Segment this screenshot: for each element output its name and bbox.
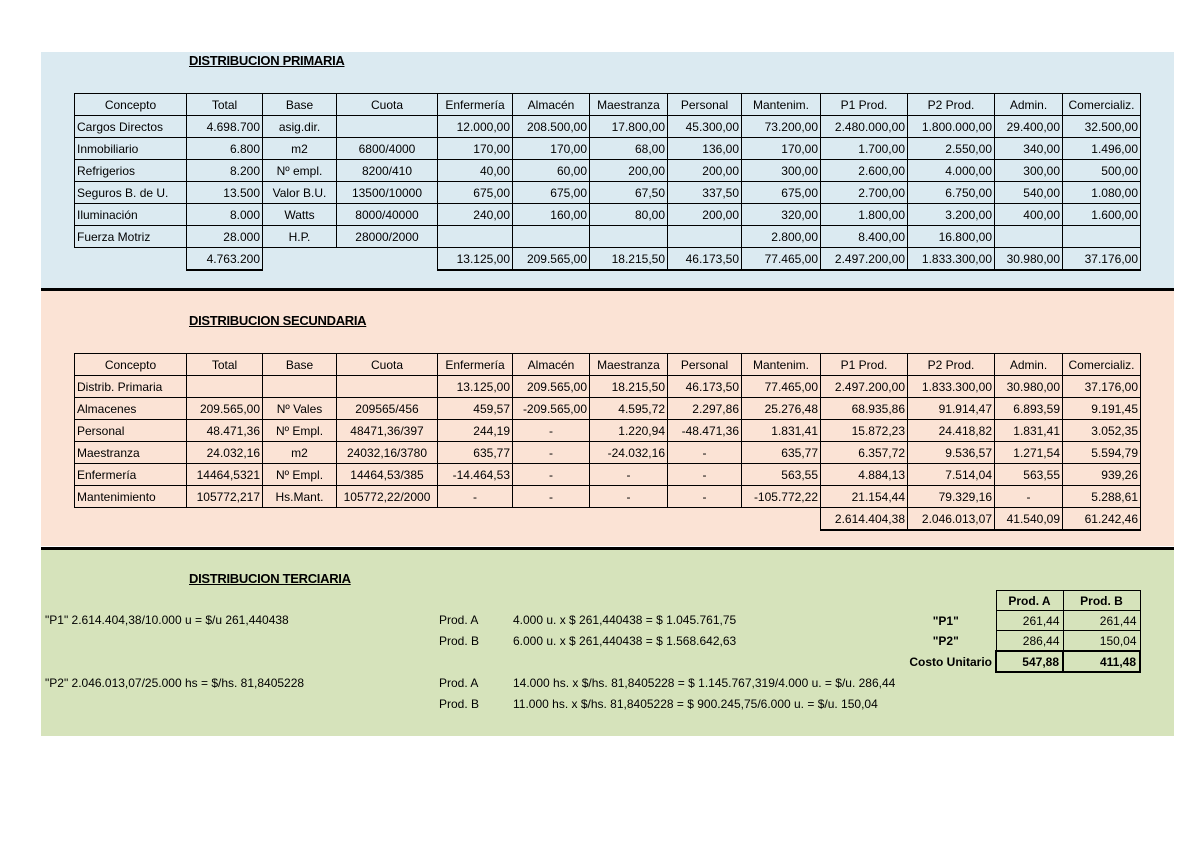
cell-comercializacion: 37.176,00 [1063,376,1141,398]
cell-total [187,376,263,398]
cell-p1-prod: 2.480.000,00 [821,116,908,138]
secondary-title: DISTRIBUCION SECUNDARIA [189,313,367,328]
total-admin: 30.980,00 [995,248,1063,271]
cell-mantenimiento: 300,00 [742,160,821,182]
cell-p1-prod: 15.872,23 [821,420,908,442]
cell-cuota [337,116,438,138]
total-maestranza: 18.215,50 [590,248,668,271]
p1-unit-cost-formula: "P1" 2.614.404,38/10.000 u = $/u 261,440438 [45,613,289,627]
cell-total: 8.000 [187,204,263,226]
cell-personal: 200,00 [668,204,742,226]
cell-p1-prod: 1.700,00 [821,138,908,160]
cell-almacen: 208.500,00 [513,116,590,138]
total-p2-prod: 2.046.013,07 [908,508,995,531]
summary-cell: 261,44 [996,611,1063,631]
column-header-p2-prod: P2 Prod. [908,94,995,116]
summary-header: Prod. B [1063,591,1140,611]
cell-almacen: -209.565,00 [513,398,590,420]
cell-mantenimiento: 320,00 [742,204,821,226]
cell-total: 28.000 [187,226,263,248]
cell-cuota: 13500/10000 [337,182,438,204]
column-header-concepto: Concepto [75,94,187,116]
cell-almacen: 209.565,00 [513,376,590,398]
cell-admin: 340,00 [995,138,1063,160]
column-header-mantenimiento: Mantenim. [742,354,821,376]
cell-enfermeria: 635,77 [438,442,513,464]
column-header-personal: Personal [668,94,742,116]
cell-maestranza: 18.215,50 [590,376,668,398]
cell-maestranza: - [590,486,668,508]
cell-p2-prod: 16.800,00 [908,226,995,248]
cell-maestranza: 68,00 [590,138,668,160]
p2-unit-cost-formula: "P2" 2.046.013,07/25.000 hs = $/hs. 81,8405228 [45,676,305,690]
cell-concepto: Refrigerios [75,160,187,182]
cell-personal: 200,00 [668,160,742,182]
summary-cell: 150,04 [1063,631,1140,652]
total-maestranza [590,508,668,531]
cell-p2-prod: 4.000,00 [908,160,995,182]
cell-comercializacion: 939,26 [1063,464,1141,486]
cell-p2-prod: 2.550,00 [908,138,995,160]
cell-base [263,376,337,398]
cell-enfermeria: 459,57 [438,398,513,420]
cell-almacen: 160,00 [513,204,590,226]
cell-enfermeria: 170,00 [438,138,513,160]
cell-comercializacion: 32.500,00 [1063,116,1141,138]
table-row [75,160,1141,182]
cell-admin: - [995,486,1063,508]
cell-concepto: Cargos Directos [75,116,187,138]
total-p1-prod: 2.614.404,38 [821,508,908,531]
cell-cuota: 8200/410 [337,160,438,182]
column-header-admin: Admin. [995,354,1063,376]
cell-p2-prod: 79.329,16 [908,486,995,508]
cell-concepto: Distrib. Primaria [75,376,187,398]
summary-total-label: Costo Unitario [909,654,992,669]
table-totals-row [75,508,1141,531]
column-header-p1-prod: P1 Prod. [821,354,908,376]
total-enfermeria: 13.125,00 [438,248,513,271]
column-header-total: Total [187,94,263,116]
summary-row-label: "P1" [932,613,959,628]
cell-concepto: Personal [75,420,187,442]
total-cuota [337,508,438,531]
cell-total: 8.200 [187,160,263,182]
column-header-admin: Admin. [995,94,1063,116]
table-row [75,464,1141,486]
total-personal [668,508,742,531]
primary-distribution-table [74,93,1141,271]
cell-maestranza: 200,00 [590,160,668,182]
column-header-maestranza: Maestranza [590,354,668,376]
cell-maestranza: 80,00 [590,204,668,226]
cell-p2-prod: 91.914,47 [908,398,995,420]
cell-enfermeria: - [438,486,513,508]
cell-personal: - [668,486,742,508]
column-header-p2-prod: P2 Prod. [908,354,995,376]
cell-mantenimiento: -105.772,22 [742,486,821,508]
total-total: 4.763.200 [187,248,263,271]
table-row [75,486,1141,508]
cell-maestranza: -24.032,16 [590,442,668,464]
cell-comercializacion: 5.594,79 [1063,442,1141,464]
cell-concepto: Seguros B. de U. [75,182,187,204]
cell-p1-prod: 2.700,00 [821,182,908,204]
cell-cuota: 8000/40000 [337,204,438,226]
cell-personal: 337,50 [668,182,742,204]
column-header-concepto: Concepto [75,354,187,376]
cell-admin: 1.831,41 [995,420,1063,442]
cell-maestranza: 4.595,72 [590,398,668,420]
cell-personal: -48.471,36 [668,420,742,442]
cell-maestranza [590,226,668,248]
cell-base: m2 [263,442,337,464]
summary-header: Prod. A [996,591,1063,611]
total-personal: 46.173,50 [668,248,742,271]
cell-almacen: 60,00 [513,160,590,182]
column-header-maestranza: Maestranza [590,94,668,116]
table-header-row [75,94,1141,116]
column-header-almacen: Almacén [513,354,590,376]
column-header-almacen: Almacén [513,94,590,116]
cell-comercializacion: 3.052,35 [1063,420,1141,442]
cell-total: 209.565,00 [187,398,263,420]
cell-cuota: 28000/2000 [337,226,438,248]
summary-row-label: "P2" [932,633,959,648]
cell-almacen: 675,00 [513,182,590,204]
cell-admin: 300,00 [995,160,1063,182]
table-row [75,204,1141,226]
cell-p2-prod: 9.536,57 [908,442,995,464]
total-concepto [75,248,187,271]
column-header-p1-prod: P1 Prod. [821,94,908,116]
table-row [75,376,1141,398]
line-label: Prod. A [439,676,479,690]
cell-total: 6.800 [187,138,263,160]
column-header-enfermeria: Enfermería [438,94,513,116]
table-totals-row [75,248,1141,271]
cell-concepto: Fuerza Motriz [75,226,187,248]
cell-concepto: Inmobiliario [75,138,187,160]
cell-base: asig.dir. [263,116,337,138]
cell-cuota: 6800/4000 [337,138,438,160]
cell-personal: - [668,464,742,486]
cell-almacen: - [513,442,590,464]
cell-p2-prod: 6.750,00 [908,182,995,204]
cell-mantenimiento: 1.831,41 [742,420,821,442]
table-row [75,116,1141,138]
cell-comercializacion: 5.288,61 [1063,486,1141,508]
cell-p2-prod: 7.514,04 [908,464,995,486]
cell-mantenimiento: 563,55 [742,464,821,486]
summary-total-cell: 547,88 [996,651,1063,672]
table-header-row [75,354,1141,376]
total-mantenimiento [742,508,821,531]
cell-enfermeria: 675,00 [438,182,513,204]
column-header-personal: Personal [668,354,742,376]
column-header-cuota: Cuota [337,354,438,376]
total-comercializacion: 37.176,00 [1063,248,1141,271]
line-calculation: 11.000 hs. x $/hs. 81,8405228 = $ 900.245,75/6.000 u. = $/u. 150,04 [513,697,878,711]
cell-personal [668,226,742,248]
secondary-distribution-table [74,353,1141,531]
cell-concepto: Almacenes [75,398,187,420]
cell-base: H.P. [263,226,337,248]
cell-maestranza: 17.800,00 [590,116,668,138]
cell-mantenimiento: 77.465,00 [742,376,821,398]
tertiary-title: DISTRIBUCION TERCIARIA [189,571,351,586]
total-enfermeria [438,508,513,531]
total-almacen: 209.565,00 [513,248,590,271]
cell-cuota: 209565/456 [337,398,438,420]
cell-almacen: - [513,464,590,486]
cell-cuota [337,376,438,398]
total-base [263,508,337,531]
column-header-comercializacion: Comercializ. [1063,94,1141,116]
column-header-total: Total [187,354,263,376]
total-p1-prod: 2.497.200,00 [821,248,908,271]
cell-enfermeria: 13.125,00 [438,376,513,398]
cell-p1-prod: 2.497.200,00 [821,376,908,398]
total-total [187,508,263,531]
cell-personal: - [668,442,742,464]
cell-concepto: Iluminación [75,204,187,226]
total-cuota [337,248,438,271]
cell-comercializacion: 1.496,00 [1063,138,1141,160]
cell-mantenimiento: 73.200,00 [742,116,821,138]
cell-enfermeria: 240,00 [438,204,513,226]
cell-p1-prod: 1.800,00 [821,204,908,226]
cell-base: Nº empl. [263,160,337,182]
total-concepto [75,508,187,531]
cell-admin: 563,55 [995,464,1063,486]
cell-admin: 6.893,59 [995,398,1063,420]
cell-mantenimiento: 2.800,00 [742,226,821,248]
primary-title: DISTRIBUCION PRIMARIA [189,53,345,68]
table-row [75,182,1141,204]
cell-maestranza: 67,50 [590,182,668,204]
cell-admin: 400,00 [995,204,1063,226]
cell-admin: 30.980,00 [995,376,1063,398]
cell-almacen: 170,00 [513,138,590,160]
cell-enfermeria: 40,00 [438,160,513,182]
cell-base: Hs.Mant. [263,486,337,508]
cell-mantenimiento: 635,77 [742,442,821,464]
cell-admin [995,226,1063,248]
cell-p2-prod: 24.418,82 [908,420,995,442]
cell-personal: 2.297,86 [668,398,742,420]
cell-total: 14464,5321 [187,464,263,486]
cell-comercializacion: 1.080,00 [1063,182,1141,204]
cell-p1-prod: 2.600,00 [821,160,908,182]
cell-p1-prod: 21.154,44 [821,486,908,508]
unit-cost-summary-table [896,590,1141,673]
cell-total: 105772,217 [187,486,263,508]
cell-base: Nº Empl. [263,420,337,442]
cell-almacen: - [513,486,590,508]
cell-mantenimiento: 25.276,48 [742,398,821,420]
cell-admin: 29.400,00 [995,116,1063,138]
line-label: Prod. A [439,613,479,627]
table-row [75,226,1141,248]
total-base [263,248,337,271]
cell-p2-prod: 1.800.000,00 [908,116,995,138]
cell-concepto: Maestranza [75,442,187,464]
cell-cuota: 14464,53/385 [337,464,438,486]
table-row [75,442,1141,464]
total-admin: 41.540,09 [995,508,1063,531]
cell-enfermeria: 244,19 [438,420,513,442]
cell-p2-prod: 1.833.300,00 [908,376,995,398]
cell-comercializacion: 9.191,45 [1063,398,1141,420]
summary-cell: 261,44 [1063,611,1140,631]
cell-base: Watts [263,204,337,226]
cell-almacen: - [513,420,590,442]
cell-cuota: 48471,36/397 [337,420,438,442]
cell-base: Valor B.U. [263,182,337,204]
cell-comercializacion: 1.600,00 [1063,204,1141,226]
cell-personal: 46.173,50 [668,376,742,398]
cell-maestranza: - [590,464,668,486]
cell-cuota: 24032,16/3780 [337,442,438,464]
cell-p1-prod: 6.357,72 [821,442,908,464]
cell-almacen [513,226,590,248]
cell-concepto: Mantenimiento [75,486,187,508]
total-p2-prod: 1.833.300,00 [908,248,995,271]
cell-total: 24.032,16 [187,442,263,464]
cell-comercializacion [1063,226,1141,248]
cell-concepto: Enfermería [75,464,187,486]
line-calculation: 14.000 hs. x $/hs. 81,8405228 = $ 1.145.767,319/4.000 u. = $/u. 286,44 [513,676,896,690]
column-header-base: Base [263,354,337,376]
cell-total: 4.698.700 [187,116,263,138]
line-calculation: 6.000 u. x $ 261,440438 = $ 1.568.642,63 [513,634,737,648]
total-mantenimiento: 77.465,00 [742,248,821,271]
cell-admin: 540,00 [995,182,1063,204]
cell-base: m2 [263,138,337,160]
summary-cell: 286,44 [996,631,1063,652]
column-header-base: Base [263,94,337,116]
column-header-enfermeria: Enfermería [438,354,513,376]
cell-base: Nº Vales [263,398,337,420]
line-label: Prod. B [439,697,480,711]
cell-enfermeria: 12.000,00 [438,116,513,138]
cell-enfermeria [438,226,513,248]
cell-base: Nº Empl. [263,464,337,486]
cell-personal: 45.300,00 [668,116,742,138]
total-comercializacion: 61.242,46 [1063,508,1141,531]
total-almacen [513,508,590,531]
cell-p1-prod: 8.400,00 [821,226,908,248]
cell-cuota: 105772,22/2000 [337,486,438,508]
cell-p1-prod: 68.935,86 [821,398,908,420]
table-row [75,398,1141,420]
line-calculation: 4.000 u. x $ 261,440438 = $ 1.045.761,75 [513,613,737,627]
cell-mantenimiento: 170,00 [742,138,821,160]
cell-personal: 136,00 [668,138,742,160]
table-row [75,420,1141,442]
column-header-cuota: Cuota [337,94,438,116]
cell-comercializacion: 500,00 [1063,160,1141,182]
cell-enfermeria: -14.464,53 [438,464,513,486]
cell-total: 13.500 [187,182,263,204]
column-header-comercializacion: Comercializ. [1063,354,1141,376]
cell-maestranza: 1.220,94 [590,420,668,442]
line-label: Prod. B [439,634,480,648]
column-header-mantenimiento: Mantenim. [742,94,821,116]
table-row [75,138,1141,160]
cell-mantenimiento: 675,00 [742,182,821,204]
cell-admin: 1.271,54 [995,442,1063,464]
cell-p1-prod: 4.884,13 [821,464,908,486]
summary-total-cell: 411,48 [1063,651,1140,672]
cell-total: 48.471,36 [187,420,263,442]
cell-p2-prod: 3.200,00 [908,204,995,226]
